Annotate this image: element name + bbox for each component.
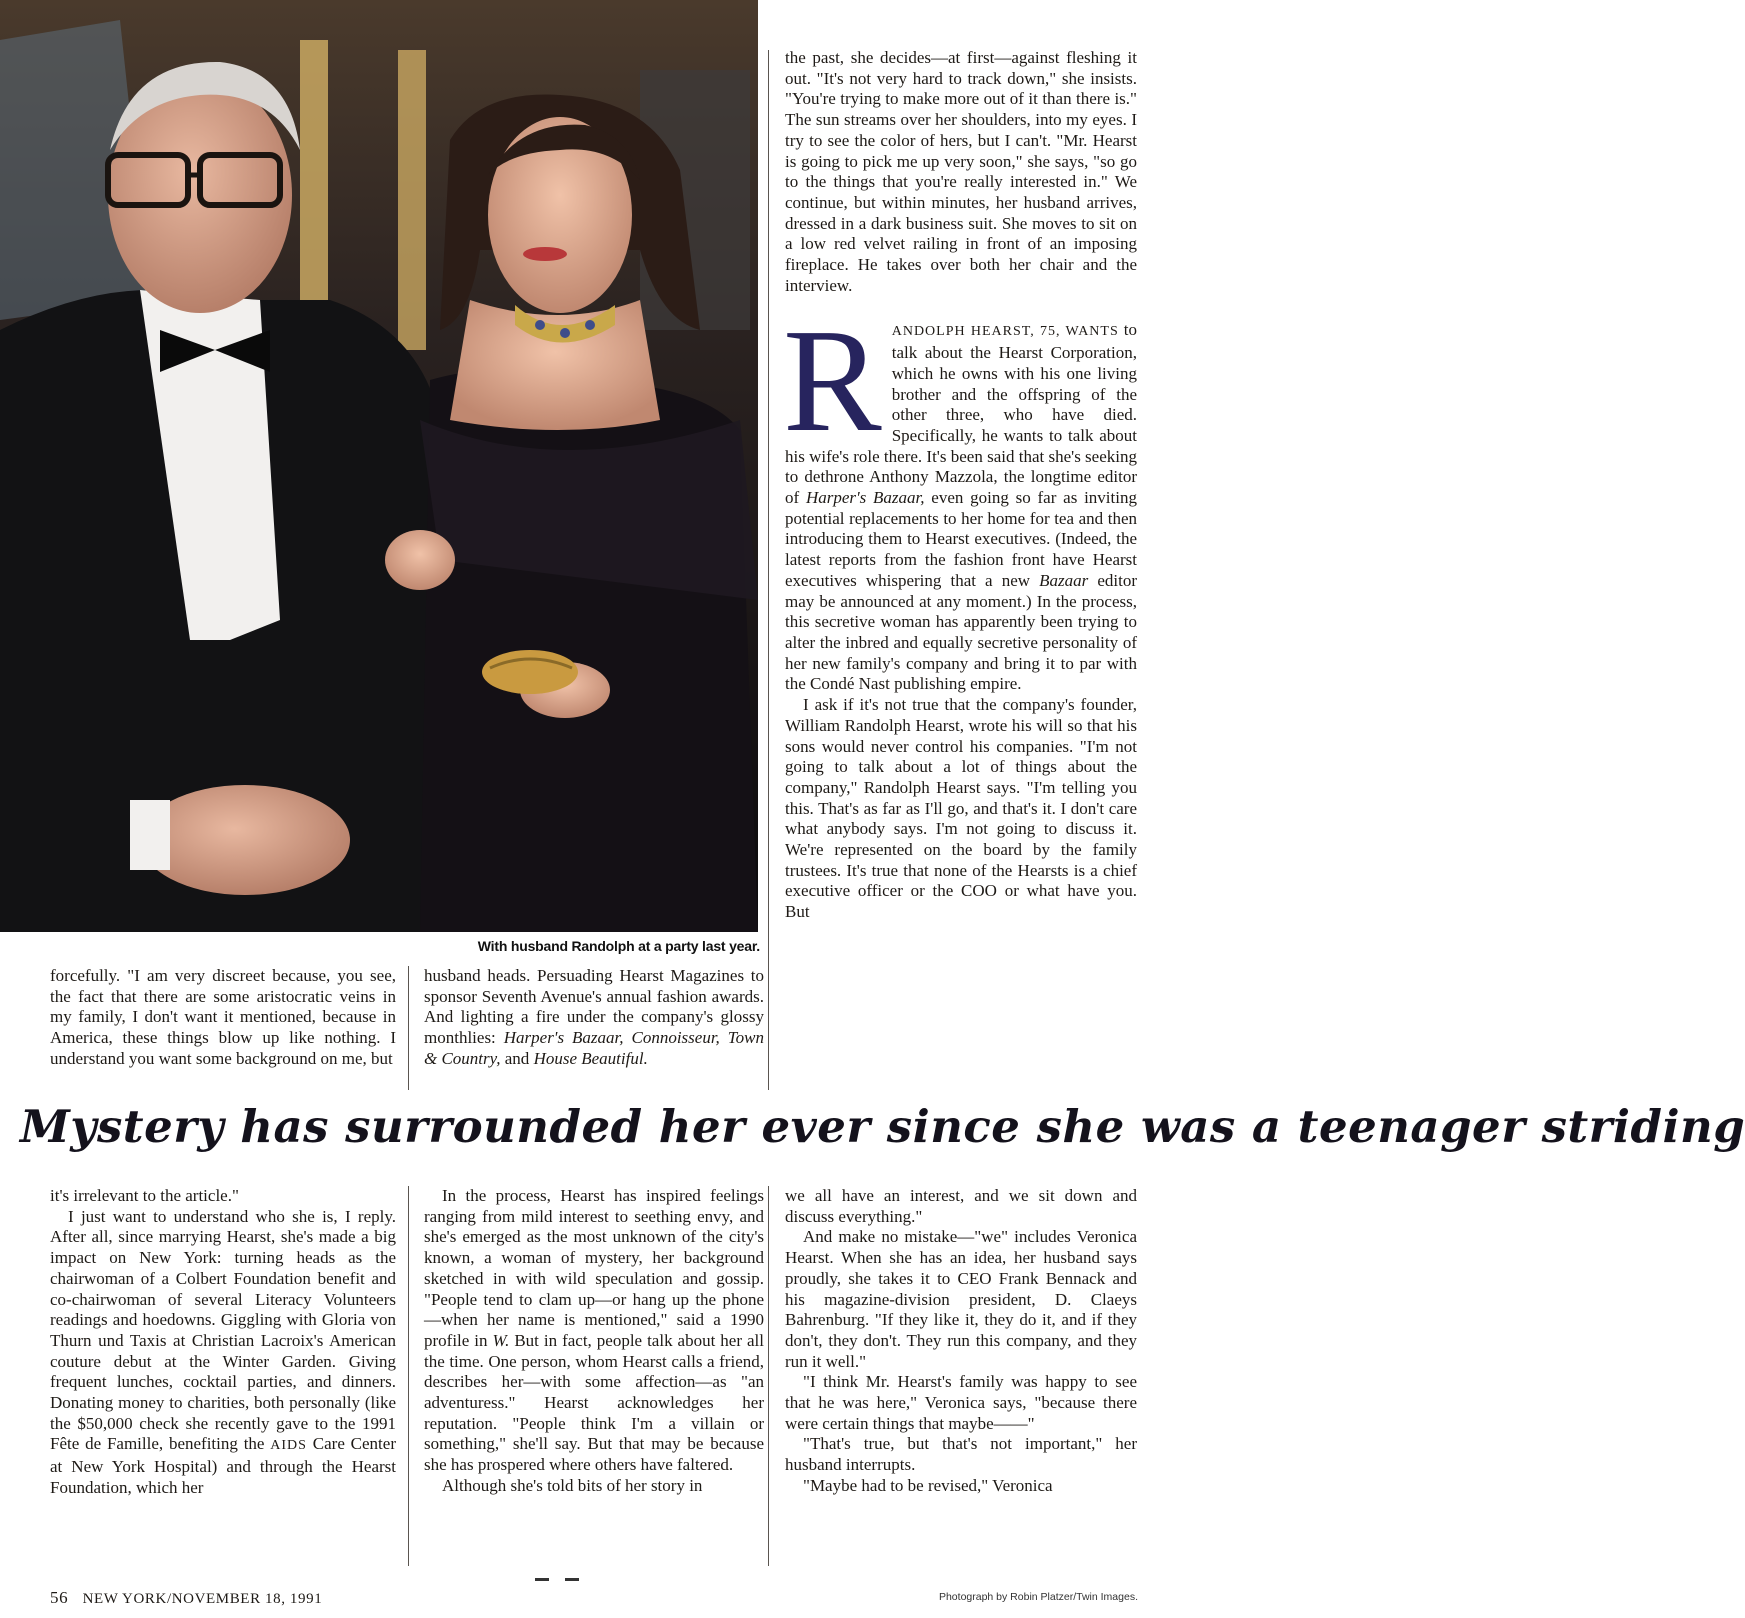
text-run: In the process, Hearst has inspired feelings ranging from mild interest to seething envy, and she's emerged as the most unknown of the city's known, a woman of mystery, her background sketched in with wild speculation and gossip. "People tend to clam up—or hang up the phone—when her name is mentioned," said a 1990 profile in [424, 1186, 764, 1350]
magazine-title: Bazaar [1039, 570, 1089, 590]
paragraph: "I think Mr. Hearst's family was happy to see that he was here," Veronica says, "because there were certain things that maybe——" [785, 1372, 1137, 1433]
paragraph: Although she's told bits of her story in [442, 1475, 703, 1495]
paragraph: forcefully. "I am very discreet because, you see, the fact that there are some aristocratic veins in my family, I don't want it mentioned, because in America, these things blow up like nothing. I understand you want some background on me, but [50, 966, 396, 1068]
text-run: and [500, 1048, 534, 1068]
paragraph: it's irrelevant to the article." [50, 1186, 239, 1205]
magazine-title: W. [492, 1330, 510, 1350]
article-column-2-bottom [424, 1186, 764, 1497]
column-rule [408, 966, 409, 1090]
article-column-2-top [424, 966, 764, 1070]
text-run: even going so far as inviting potential replacements to her home for tea and then introducing them to Hearst executives. (Indeed, the latest reports from the fashion front have Hearst executives whispering that a new [785, 488, 1137, 590]
paragraph [424, 966, 764, 1070]
paragraph: And make no mistake—"we" includes Veronica Hearst. When she has an idea, her husband says proudly, she takes it to CEO Frank Bennack and his magazine-division president, D. Claeys Bahrenburg. "If they like it, they do it, and if they don't, they don't. They run this company, and they run it well." [785, 1227, 1137, 1371]
lead-in-smallcaps: ANDOLPH HEARST, 75, WANTS [891, 324, 1119, 340]
page-footer [50, 1588, 322, 1608]
publication-dateline: NEW YORK/NOVEMBER 18, 1991 [82, 1591, 323, 1607]
paragraph [50, 1207, 396, 1499]
magazine-titles: Harper's Bazaar, Connoisseur, Town & Country, [424, 1028, 764, 1068]
paragraph: the past, she decides—at first—against fleshing it out. "It's not very hard to track down," she insists. "You're trying to make more out of it than there is." The sun streams over her shoulders, into my eyes. I try to see the color of hers, but I can't. "Mr. Hearst is going to pick me up very soon," she says, "so go to the things that you're really interested in." We continue, but within minutes, her husband arrives, dressed in a dark business suit. She moves to sit on a low red velvet railing in front of an imposing fireplace. He takes over both her chair and the interview. [785, 48, 1137, 295]
pull-quote: Mystery has surrounded her ever since she was a teenager striding [20, 1100, 1745, 1153]
text-run: husband heads. Persuading Hearst Magazines to sponsor Seventh Avenue's annual fashion awards. And lighting a fire under the company's glossy monthlies: [424, 966, 764, 1048]
text-run: editor may be announced at any moment.) In the process, this secretive woman has apparently been trying to alter the inbred and equally secretive personality of her new family's company and bring it to par with the Condé Nast publishing empire. [785, 570, 1137, 694]
photo-illustration [0, 0, 758, 932]
photo-caption: With husband Randolph at a party last year. [477, 938, 760, 954]
drop-cap: R [783, 299, 882, 464]
article-column-right-top [785, 48, 1137, 923]
paragraph-with-dropcap [783, 299, 1137, 695]
decorative-mark [535, 1568, 583, 1571]
magazine-title: House Beautiful. [533, 1048, 648, 1068]
photo-credit: Photograph by Robin Platzer/Twin Images. [938, 1591, 1138, 1603]
page-number: 56 [50, 1588, 69, 1607]
acronym-smallcaps: AIDS [270, 1438, 307, 1454]
paragraph: "That's true, but that's not important," her husband interrupts. [785, 1434, 1137, 1475]
magazine-title: Harper's Bazaar, [805, 488, 925, 508]
paragraph: I ask if it's not true that the company's founder, William Randolph Hearst, wrote his will so that his sons would never control his companies. "I'm not going to talk about a lot of things about the company," Randolph Hearst says. "I'm telling you this. That's as far as I'll go, and that's it. I don't care what anybody says. I'm not going to discuss it. We're represented on the board by the family trustees. It's true that none of the Hearsts is a chief executive officer or the COO or what have you. But [785, 695, 1137, 922]
column-rule [408, 1186, 409, 1566]
text-run: But in fact, people talk about her all the time. One person, whom Hearst calls a friend, describes her—with some affection—as "an adventuress." Hearst acknowledges her reputation. "People think I'm a villain or something," she'll say. But that may be because she has prospered where others have faltered. [424, 1330, 764, 1475]
party-photograph [0, 0, 758, 932]
text-run: Care Center at New York Hospital) and through the Hearst Foundation, which her [50, 1434, 396, 1497]
text-run: to talk about the Hearst Corporation, which he owns with his one living brother and the offspring of the other three, who have died. Specifically, he wants to talk about his wife's role there. It's been said that she's seeking to dethrone Anthony Mazzola, the longtime editor of [785, 320, 1137, 508]
column-rule [768, 50, 769, 1090]
article-column-1-top [50, 966, 396, 1070]
paragraph: "Maybe had to be revised," Veronica [803, 1475, 1053, 1495]
article-column-3-bottom [785, 1186, 1137, 1497]
paragraph: we all have an interest, and we sit down and discuss everything." [785, 1186, 1137, 1226]
text-run: I just want to understand who she is, I reply. After all, since marrying Hearst, she's made a big impact on New York: turning heads as the chairwoman of a Colbert Foundation benefit and co-chairwoman of several Literacy Volunteers readings and hoedowns. Giggling with Gloria von Thurn und Taxis at Christian Lacroix's American couture debut at the Winter Garden. Giving frequent lunches, cocktail parties, and dinners. Donating money to charities, both personally (like the $50,000 check she recently gave to the 1991 Fête de Famille, benefiting the [50, 1206, 396, 1454]
paragraph [424, 1186, 764, 1476]
article-column-1-bottom [50, 1186, 396, 1499]
column-rule [768, 1186, 769, 1566]
